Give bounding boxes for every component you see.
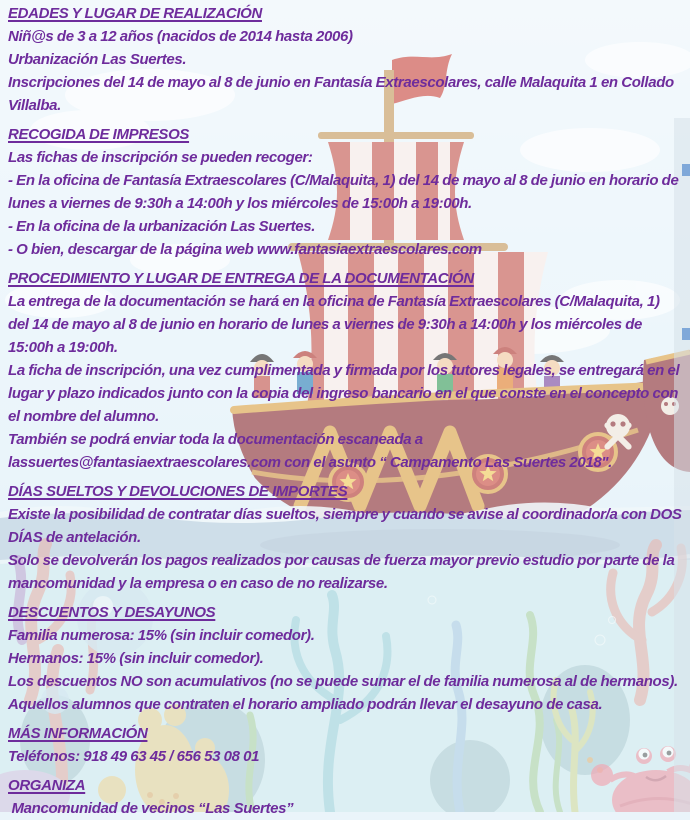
paragraph: Inscripciones del 14 de mayo al 8 de junio en Fantasía Extraescolares, calle Malaquita 1 en Collado Villalba. — [8, 74, 678, 114]
paragraph: - O bien, descargar de la página web www.fantasiaextraescolares.com — [8, 241, 482, 258]
section-procedimiento — [8, 267, 682, 474]
section-heading: ORGANIZA — [8, 777, 86, 794]
paragraph: Niñ@s de 3 a 12 años (nacidos de 2014 hasta 2006) — [8, 28, 353, 45]
section-organiza — [8, 774, 682, 820]
section-dias-sueltos — [8, 480, 686, 595]
paragraph: Familia numerosa: 15% (sin incluir comedor). — [8, 627, 315, 644]
section-heading: DESCUENTOS Y DESAYUNOS — [8, 604, 216, 621]
paragraph: Mancomunidad de vecinos “Las Suertes” — [8, 800, 294, 817]
section-heading: RECOGIDA DE IMPRESOS — [8, 126, 190, 143]
section-recogida — [8, 123, 682, 261]
paragraph: La ficha de inscripción, una vez cumplimentada y firmada por los tutores legales, se entregará en el lugar y plazo indicados junto con la copia del ingreso bancario en el que conste en el concepto con el nombre del alumno. — [8, 362, 683, 425]
paragraph: - En la oficina de la urbanización Las Suertes. — [8, 218, 316, 235]
paragraph: Existe la posibilidad de contratar días sueltos, siempre y cuando se avise al coordinador/a con DOS DÍAS de antelación. — [8, 506, 686, 546]
section-heading: MÁS INFORMACIÓN — [8, 725, 148, 742]
paragraph: Aquellos alumnos que contraten el horario ampliado podrán llevar el desayuno de casa. — [8, 696, 603, 713]
section-heading: DÍAS SUELTOS Y DEVOLUCIONES DE IMPORTES — [8, 483, 348, 500]
paragraph: Hermanos: 15% (sin incluir comedor). — [8, 650, 264, 667]
paragraph: La entrega de la documentación se hará en la oficina de Fantasía Extraescolares (C/Malaquita, 1) del 14 de mayo al 8 de junio en horario de lunes a viernes de 9:30h a 14:00h y los miércoles de 15:00h a 19:00h. — [8, 293, 664, 356]
paragraph: Los descuentos NO son acumulativos (no se puede sumar el de familia numerosa al de hermanos). — [8, 673, 678, 690]
paragraph: Urbanización Las Suertes. — [8, 51, 187, 68]
paragraph: Teléfonos: 918 49 63 45 / 656 53 08 01 — [8, 748, 260, 765]
section-descuentos — [8, 601, 682, 716]
section-heading: PROCEDIMIENTO Y LUGAR DE ENTREGA DE LA DOCUMENTACIÓN — [8, 270, 474, 287]
section-heading: EDADES Y LUGAR DE REALIZACIÓN — [8, 5, 262, 22]
paragraph: Solo se devolverán los pagos realizados por causas de fuerza mayor previo estudio por parte de la mancomunidad y la empresa o en caso de no realizarse. — [8, 552, 679, 592]
paragraph: - En la oficina de Fantasía Extraescolares (C/Malaquita, 1) del 14 de mayo al 8 de junio en horario de lunes a viernes de 9:30h a 14:00h y los miércoles de 15:00h a 19:00h. — [8, 172, 683, 212]
paragraph: También se podrá enviar toda la documentación escaneada a lassuertes@fantasiaextraescolares.com con el asunto “ Campamento Las Suertes 2018". — [8, 431, 612, 471]
section-mas-informacion — [8, 722, 682, 768]
paragraph: Las fichas de inscripción se pueden recoger: — [8, 149, 313, 166]
section-edades — [8, 2, 682, 117]
